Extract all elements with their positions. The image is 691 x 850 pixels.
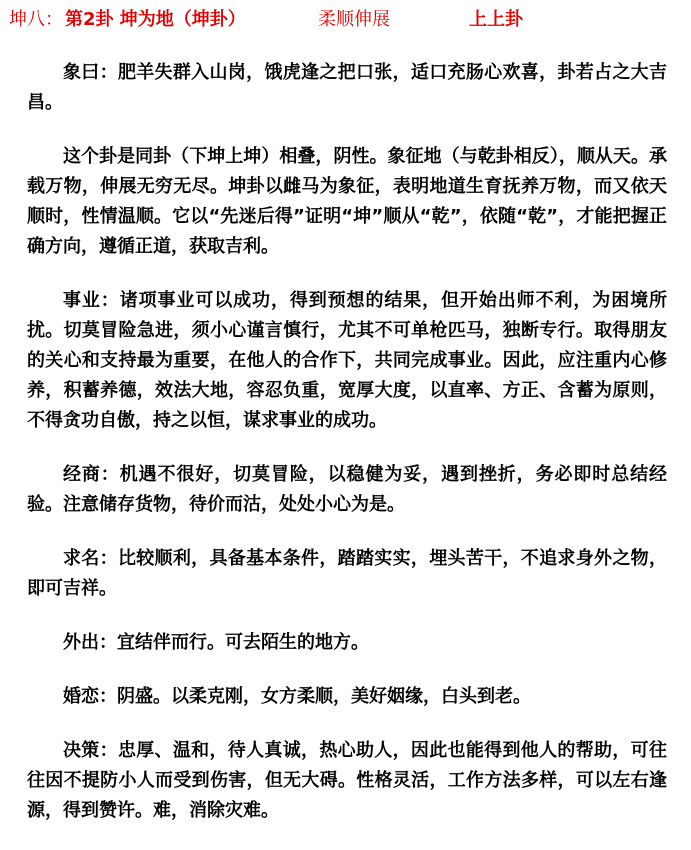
paragraph-label: 决策：	[63, 740, 118, 761]
hexagram-description: 柔顺伸展	[318, 9, 390, 30]
paragraph-fame	[27, 544, 667, 604]
paragraph-text: 阴盛。以柔克刚，女方柔顺，美好姻缘，白头到老。	[117, 686, 531, 707]
paragraph-text: 这个卦是同卦（下坤上坤）相叠，阴性。象征地（与乾卦相反），顺从天。承载万物，伸展无穷无尽。坤卦以雌马为象征，表明地道生育抚养万物，而又依天顺时，性情温顺。它以“先迷后得”证明“坤”顺从“乾”，依随“乾”，才能把握正确方向，遵循正道，获取吉利。	[27, 146, 667, 257]
paragraph-text: 诸项事业可以成功，得到预想的结果，但开始出师不利，为困境所扰。切莫冒险急进，须小心谨言慎行，尤其不可单枪匹马，独断专行。取得朋友的关心和支持最为重要，在他人的合作下，共同完成事业。因此，应注重内心修养，积蓄养德，效法大地，容忍负重，宽厚大度，以直率、方正、含蓄为原则，不得贪功自傲，持之以恒，谋求事业的成功。	[27, 290, 668, 431]
paragraph-text: 肥羊失群入山岗，饿虎逢之把口张，适口充肠心欢喜，卦若占之大吉昌。	[27, 62, 667, 113]
paragraph-travel	[27, 628, 667, 658]
paragraph-label: 事业：	[63, 290, 120, 311]
paragraph-label: 外出：	[63, 632, 117, 653]
paragraph-label: 婚恋：	[63, 686, 117, 707]
paragraph-text: 忠厚、温和，待人真诚，热心助人，因此也能得到他人的帮助，可往往因不提防小人而受到伤害，但无大碍。性格灵活，工作方法多样，可以左右逢源，得到赞许。难，消除灾难。	[27, 740, 667, 821]
paragraph-overview	[27, 142, 667, 262]
paragraph-decision	[27, 736, 667, 826]
title-line	[9, 6, 523, 34]
paragraph-label: 求名：	[63, 548, 118, 569]
paragraph-text: 宜结伴而行。可去陌生的地方。	[117, 632, 369, 653]
paragraph-text: 机遇不很好，切莫冒险，以稳健为妥，遇到挫折，务必即时总结经验。注意储存货物，待价而沽，处处小心为是。	[27, 464, 668, 515]
document-body	[27, 58, 667, 850]
hexagram-name: 第2卦 坤为地（坤卦）	[65, 9, 246, 30]
paragraph-label: 经商：	[63, 464, 120, 485]
paragraph-xiang	[27, 58, 667, 118]
paragraph-label: 象曰：	[63, 62, 118, 83]
hexagram-number: 坤八：	[9, 9, 63, 30]
paragraph-business	[27, 460, 667, 520]
paragraph-text: 比较顺利，具备基本条件，踏踏实实，埋头苦干，不追求身外之物，即可吉祥。	[27, 548, 667, 599]
paragraph-marriage	[27, 682, 667, 712]
paragraph-career	[27, 286, 667, 436]
hexagram-rank: 上上卦	[469, 9, 523, 30]
